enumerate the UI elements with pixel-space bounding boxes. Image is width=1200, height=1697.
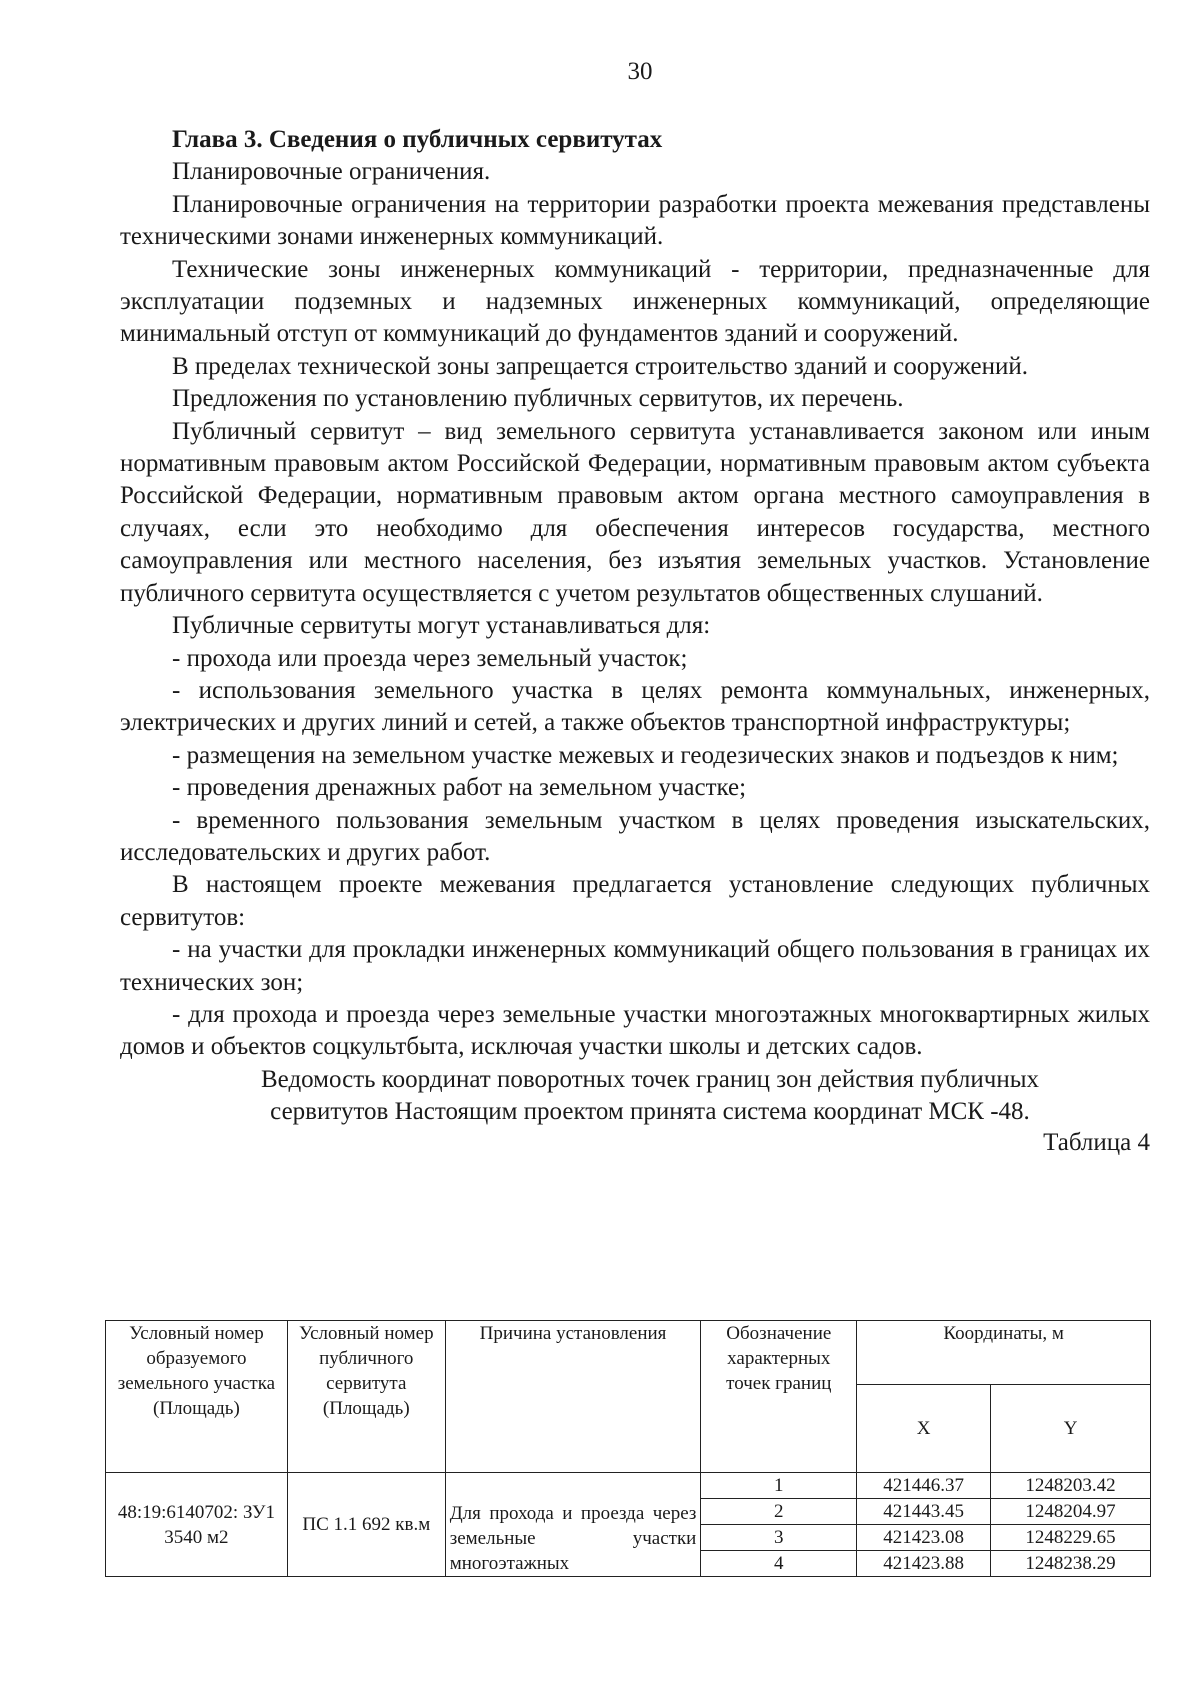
list-item: - временного пользования земельным участком в целях проведения изыскательских, исследовательских и других работ.: [120, 806, 1150, 866]
paragraph: В пределах технической зоны запрещается строительство зданий и сооружений.: [172, 352, 1028, 380]
header-parcel: Условный номер образуемого земельного участка (Площадь): [106, 1321, 288, 1473]
list-item: - прохода или проезда через земельный участок;: [172, 644, 688, 672]
header-servitude: Условный номер публичного сервитута (Площадь): [287, 1321, 445, 1473]
cell-x: 421423.88: [857, 1551, 991, 1577]
cell-y: 1248203.42: [991, 1473, 1151, 1499]
cell-point: 1: [701, 1473, 857, 1499]
cell-parcel: 48:19:6140702: ЗУ1 3540 м2: [106, 1473, 288, 1577]
paragraph: В настоящем проекте межевания предлагается установление следующих публичных сервитутов:: [120, 871, 1150, 931]
cell-y: 1248229.65: [991, 1525, 1151, 1551]
page-number: 30: [627, 58, 653, 85]
cell-x: 421423.08: [857, 1525, 991, 1551]
cell-y: 1248238.29: [991, 1551, 1151, 1577]
body-text: [120, 124, 1150, 1159]
cell-point: 4: [701, 1551, 857, 1577]
chapter-heading: Глава 3. Сведения о публичных сервитутах: [172, 126, 663, 153]
paragraph: Публичный сервитут – вид земельного сервитута устанавливается законом или иным нормативным правовым актом Российской Федерации, нормативным правовым актом субъекта Российской Федерации, нормативным правовым актом органа местного самоуправления в случаях, если это необходимо для обеспечения интересов государства, местного самоуправления или местного населения, без изъятия земельных участков. Установление публичного сервитута осуществляется с учетом результатов общественных слушаний.: [120, 417, 1150, 607]
header-y: Y: [991, 1385, 1151, 1473]
paragraph: Технические зоны инженерных коммуникаций - территории, предназначенные для эксплуатации подземных и надземных инженерных коммуникаций, определяющие минимальный отступ от коммуникаций до фундаментов зданий и сооружений.: [120, 255, 1150, 348]
cell-y: 1248204.97: [991, 1499, 1151, 1525]
paragraph: Планировочные ограничения.: [172, 158, 491, 186]
cell-servitude: ПС 1.1 692 кв.м: [287, 1473, 445, 1577]
table-label: Таблица 4: [1043, 1128, 1150, 1156]
table-caption-line: сервитутов Настоящим проектом принята система координат МСК -48.: [270, 1098, 1030, 1126]
cell-point: 3: [701, 1525, 857, 1551]
list-item: - на участки для прокладки инженерных коммуникаций общего пользования в границах их технических зон;: [120, 936, 1150, 996]
paragraph: Предложения по установлению публичных сервитутов, их перечень.: [172, 385, 904, 413]
header-points: Обозначение характерных точек границ: [701, 1321, 857, 1473]
list-item: - для прохода и проезда через земельные участки многоэтажных многоквартирных жилых домов и объектов соцкультбыта, исключая участки школы и детских садов.: [120, 1000, 1150, 1061]
list-item: - размещения на земельном участке межевых и геодезических знаков и подъездов к ним;: [172, 741, 1119, 769]
header-reason: Причина установления: [445, 1321, 701, 1473]
cell-x: 421443.45: [857, 1499, 991, 1525]
paragraph: Планировочные ограничения на территории разработки проекта межевания представлены техническими зонами инженерных коммуникаций.: [120, 190, 1150, 251]
coordinates-table: [105, 1320, 1151, 1577]
header-x: X: [857, 1385, 991, 1473]
table-row: [106, 1473, 1151, 1499]
list-item: - проведения дренажных работ на земельном участке;: [172, 774, 747, 802]
paragraph: Публичные сервитуты могут устанавливаться для:: [172, 612, 711, 640]
table-caption-line: Ведомость координат поворотных точек границ зон действия публичных: [261, 1065, 1039, 1093]
header-coordinates: Координаты, м: [857, 1321, 1151, 1385]
cell-x: 421446.37: [857, 1473, 991, 1499]
list-item: - использования земельного участка в целях ремонта коммунальных, инженерных, электрических и других линий и сетей, а также объектов транспортной инфраструктуры;: [120, 676, 1150, 737]
cell-point: 2: [701, 1499, 857, 1525]
cell-reason: Для прохода и проезда через земельные участки многоэтажных: [445, 1473, 701, 1577]
